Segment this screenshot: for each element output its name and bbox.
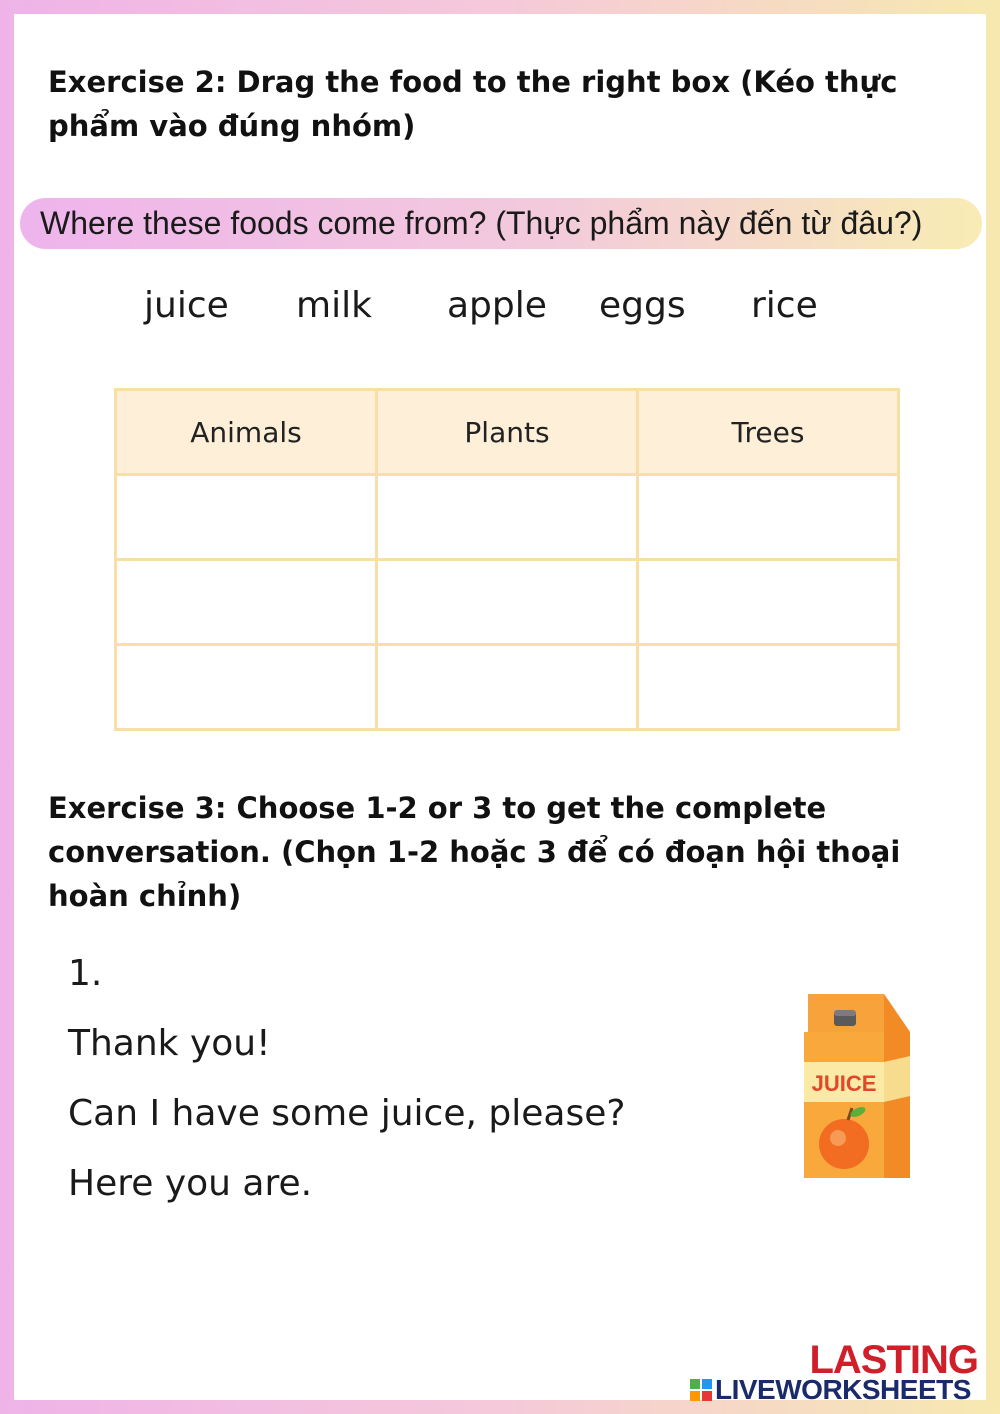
drop-cell-plants[interactable] — [377, 475, 638, 560]
draggable-word-milk[interactable]: milk — [296, 285, 372, 326]
sorting-table — [114, 388, 900, 731]
drop-cell-trees[interactable] — [638, 475, 899, 560]
lasting-logo: LASTING — [809, 1338, 978, 1382]
header-plants: Plants — [377, 390, 638, 475]
drop-cell-animals[interactable] — [116, 560, 377, 645]
draggable-word-rice[interactable]: rice — [751, 285, 818, 326]
juice-box-icon — [800, 992, 916, 1188]
table-header-row — [116, 390, 899, 475]
conversation-line-2[interactable]: Can I have some juice, please? — [68, 1093, 626, 1134]
question-banner — [20, 198, 982, 249]
question-text: Where these foods come from? (Thực phẩm này đến từ đâu?) — [40, 205, 923, 241]
exercise-3-title: Exercise 3: Choose 1-2 or 3 to get the complete conversation. (Chọn 1-2 hoặc 3 để có đoạn hội thoại hoàn chỉnh) — [48, 791, 901, 913]
brand-logo — [690, 1338, 990, 1405]
drop-cell-trees[interactable] — [638, 645, 899, 730]
juice-label: JUICE — [811, 1071, 877, 1096]
drop-cell-animals[interactable] — [116, 645, 377, 730]
conversation-line-3[interactable]: Here you are. — [68, 1163, 313, 1204]
drop-cell-animals[interactable] — [116, 475, 377, 560]
table-row — [116, 560, 899, 645]
conversation-number: 1. — [68, 953, 103, 994]
table-row — [116, 645, 899, 730]
worksheet-page — [14, 14, 986, 1405]
drop-cell-plants[interactable] — [377, 560, 638, 645]
liveworksheets-mark-icon — [690, 1379, 712, 1401]
liveworksheets-text: LIVEWORKSHEETS — [715, 1374, 971, 1405]
draggable-word-juice[interactable]: juice — [144, 285, 229, 326]
liveworksheets-logo — [690, 1376, 971, 1404]
header-animals: Animals — [116, 390, 377, 475]
draggable-word-apple[interactable]: apple — [447, 285, 547, 326]
conversation-line-1[interactable]: Thank you! — [68, 1023, 271, 1064]
drop-cell-trees[interactable] — [638, 560, 899, 645]
table-row — [116, 475, 899, 560]
draggable-word-eggs[interactable]: eggs — [599, 285, 686, 326]
drop-cell-plants[interactable] — [377, 645, 638, 730]
exercise-2-title: Exercise 2: Drag the food to the right box (Kéo thực phẩm vào đúng nhóm) — [48, 65, 898, 143]
header-trees: Trees — [638, 390, 899, 475]
